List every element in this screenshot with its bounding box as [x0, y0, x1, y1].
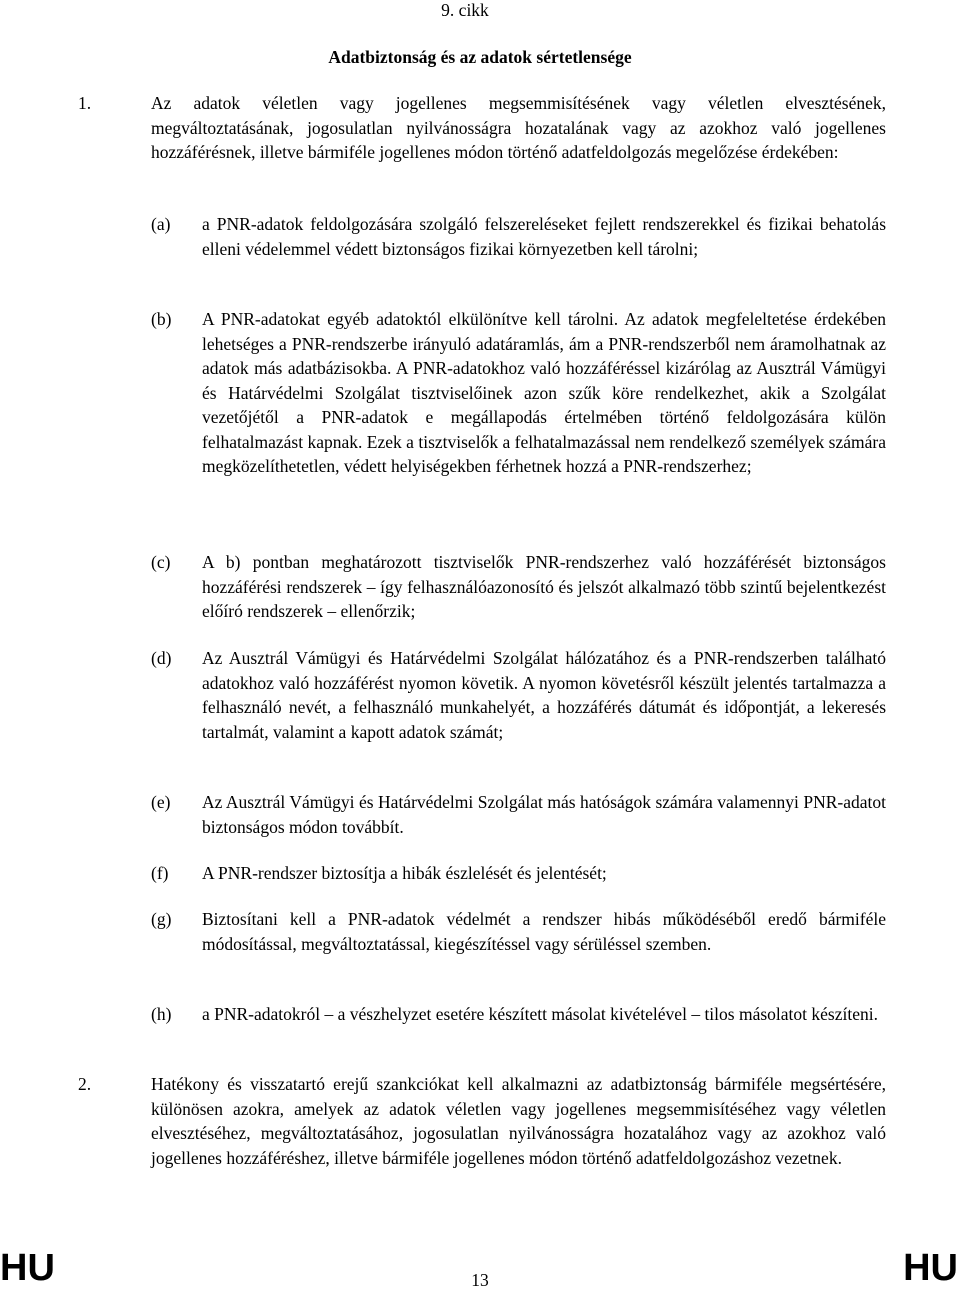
point-label: (f) — [151, 863, 169, 883]
article-number: 9. cikk — [441, 0, 489, 20]
point-g — [151, 907, 886, 956]
point-a — [151, 212, 886, 261]
point-label: (h) — [151, 1004, 172, 1024]
point-text: A PNR-rendszer biztosítja a hibák észlelését és jelentését; — [202, 863, 607, 883]
point-label: (g) — [151, 909, 172, 929]
point-f — [151, 861, 886, 886]
point-d — [151, 646, 886, 744]
point-c — [151, 550, 886, 624]
point-text: a PNR-adatokról – a vészhelyzet esetére készített másolat kivételével – tilos másolatot készíteni. — [202, 1004, 878, 1024]
paragraph-number: 2. — [78, 1074, 92, 1094]
footer-language-code-right: HU — [903, 1247, 958, 1289]
point-label: (c) — [151, 552, 171, 572]
point-h — [151, 1002, 886, 1027]
point-text: Az Ausztrál Vámügyi és Határvédelmi Szolgálat hálózatához és a PNR-rendszerben található adatokhoz való hozzáférést nyomon követik. A nyomon követésről készült jelentés tartalmazza a felhasználó nevét, a felhasználó munkahelyét, a hozzáférés dátumát és időpontját, a lekeresés tartalmát, valamint a kapott adatok számát; — [202, 648, 886, 742]
point-text: Biztosítani kell a PNR-adatok védelmét a rendszer hibás működéséből eredő bármiféle módosítással, megváltoztatással, kiegészítéssel vagy sérüléssel szemben. — [202, 909, 886, 954]
paragraph-2 — [78, 1072, 886, 1170]
article-title: Adatbiztonság és az adatok sértetlensége — [328, 47, 632, 67]
paragraph-1 — [78, 91, 886, 165]
paragraph-text: Az adatok véletlen vagy jogellenes megsemmisítésének vagy véletlen elvesztésének, megváltoztatásának, jogosulatlan nyilvánosságra hozatalának vagy az azokhoz való jogellenes hozzáférésnek, illetve bármiféle jogellenes módon történő adatfeldolgozás megelőzése érdekében: — [151, 93, 886, 162]
footer-language-code-left: HU — [0, 1247, 55, 1289]
point-label: (e) — [151, 792, 171, 812]
point-text: a PNR-adatok feldolgozására szolgáló felszereléseket fejlett rendszerekkel és fizikai behatolás elleni védelemmel védett biztonságos fizikai környezetben kell tárolni; — [202, 214, 886, 259]
point-label: (d) — [151, 648, 172, 668]
point-label: (b) — [151, 309, 172, 329]
point-text: A b) pontban meghatározott tisztviselők PNR-rendszerhez való hozzáférését biztonságos hozzáférési rendszerek – így felhasználóazonosító és jelszót alkalmazó több szintű bejelentkezést előíró rendszerek – ellenőrzik; — [202, 552, 886, 621]
paragraph-text: Hatékony és visszatartó erejű szankciókat kell alkalmazni az adatbiztonság bármiféle megsértésére, különösen azokra, amelyek az adatok véletlen vagy jogellenes megsemmisítéséhez vagy véletlen elvesztéséhez, megváltoztatásához, jogosulatlan nyilvánosságra hozatalához vagy az azokhoz való jogellenes hozzáféréshez, illetve bármiféle jogellenes módon történő adatfeldolgozáshoz vezetnek. — [151, 1074, 886, 1168]
point-e — [151, 790, 886, 839]
point-b — [151, 307, 886, 479]
point-text: A PNR-adatokat egyéb adatoktól elkülönítve kell tárolni. Az adatok megfeleltetése érdekében lehetséges a PNR-rendszerbe irányuló adatáramlás, ám a PNR-rendszerből nem áramolhatnak az adatok más adatbázisokba. A PNR-adatokhoz való hozzáféréssel kizárólag az Ausztrál Vámügyi és Határvédelmi Szolgálat tisztviselőinek azon szűk köre rendelkezhet, akik a Szolgálat vezetőjétől a PNR-adatok e megállapodás értelmében történő feldolgozására külön felhatalmazást kapnak. Ezek a tisztviselők a felhatalmazással nem rendelkező személyek számára megközelíthetetlen, védett helyiségekben férhetnek hozzá a PNR-rendszerhez; — [202, 309, 886, 476]
point-text: Az Ausztrál Vámügyi és Határvédelmi Szolgálat más hatóságok számára valamennyi PNR-adatot biztonságos módon továbbít. — [202, 792, 886, 837]
point-label: (a) — [151, 214, 171, 234]
page-number: 13 — [471, 1270, 489, 1290]
paragraph-number: 1. — [78, 93, 92, 113]
